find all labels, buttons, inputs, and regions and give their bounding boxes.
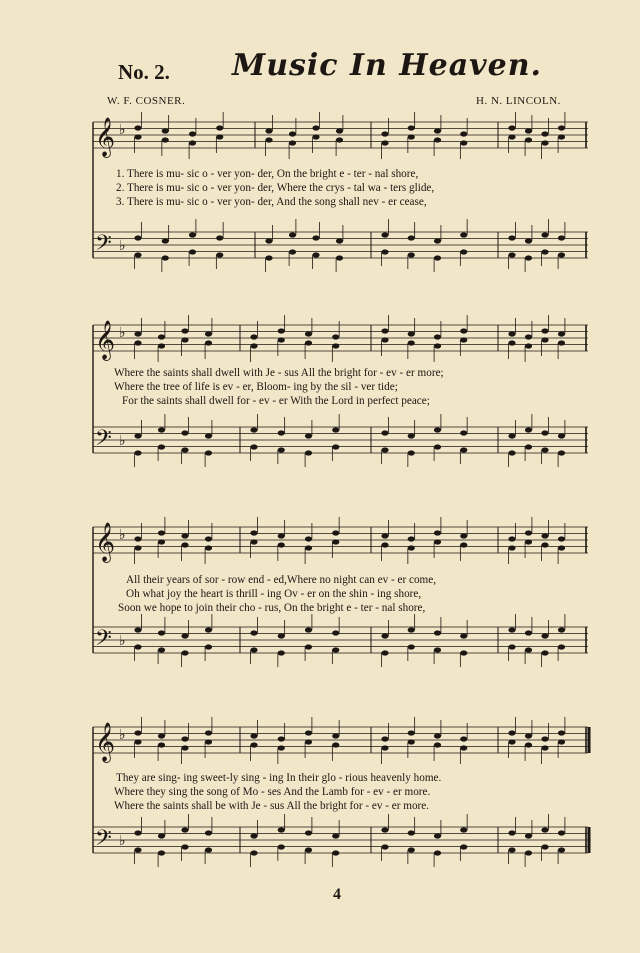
- note-head: [558, 847, 565, 852]
- treble-clef-icon: 𝄞: [95, 522, 116, 562]
- note-head: [278, 337, 285, 342]
- note-head: [434, 733, 441, 738]
- note-head: [158, 833, 165, 838]
- note-head: [250, 647, 257, 652]
- note-head: [134, 252, 141, 257]
- note-head: [205, 331, 212, 336]
- note-head: [134, 134, 141, 139]
- note-head: [216, 134, 223, 139]
- note-head: [134, 627, 141, 632]
- note-head: [525, 334, 532, 339]
- note-head: [508, 235, 515, 240]
- note-head: [278, 736, 285, 741]
- note-head: [181, 736, 188, 741]
- note-head: [460, 131, 467, 136]
- note-head: [434, 742, 441, 747]
- flat-icon: ♭: [119, 433, 126, 449]
- music-system-3: [88, 515, 598, 685]
- note-head: [332, 647, 339, 652]
- note-head: [158, 733, 165, 738]
- note-head: [181, 328, 188, 333]
- note-head: [205, 545, 212, 550]
- note-head: [381, 745, 388, 750]
- note-head: [278, 328, 285, 333]
- note-head: [508, 739, 515, 744]
- note-head: [134, 433, 141, 438]
- lyric-line: All their years of sor - row end - ed,Where no night can ev - er come,: [126, 574, 437, 586]
- note-head: [250, 530, 257, 535]
- note-head: [408, 739, 415, 744]
- note-head: [381, 232, 388, 237]
- note-head: [278, 542, 285, 547]
- note-head: [305, 545, 312, 550]
- note-head: [305, 340, 312, 345]
- note-head: [305, 450, 312, 455]
- note-head: [312, 252, 319, 257]
- note-head: [181, 533, 188, 538]
- note-head: [278, 650, 285, 655]
- note-head: [162, 137, 169, 142]
- note-head: [265, 238, 272, 243]
- note-head: [541, 140, 548, 145]
- flat-icon: ♭: [119, 325, 126, 341]
- note-head: [134, 536, 141, 541]
- note-head: [558, 340, 565, 345]
- note-head: [289, 131, 296, 136]
- note-head: [162, 238, 169, 243]
- note-head: [408, 433, 415, 438]
- note-head: [508, 644, 515, 649]
- note-head: [434, 630, 441, 635]
- note-head: [205, 847, 212, 852]
- note-head: [558, 545, 565, 550]
- note-head: [541, 736, 548, 741]
- note-head: [336, 255, 343, 260]
- note-head: [332, 539, 339, 544]
- note-head: [541, 844, 548, 849]
- note-head: [408, 331, 415, 336]
- note-head: [558, 252, 565, 257]
- note-head: [181, 844, 188, 849]
- note-head: [434, 255, 441, 260]
- note-head: [508, 830, 515, 835]
- note-head: [381, 533, 388, 538]
- note-head: [525, 444, 532, 449]
- treble-clef-icon: 𝄞: [95, 117, 116, 157]
- note-head: [205, 730, 212, 735]
- note-head: [541, 633, 548, 638]
- note-head: [408, 627, 415, 632]
- note-head: [305, 433, 312, 438]
- note-head: [460, 745, 467, 750]
- note-head: [332, 444, 339, 449]
- note-head: [305, 627, 312, 632]
- note-head: [525, 742, 532, 747]
- note-head: [278, 827, 285, 832]
- lyric-line: 1. There is mu- sic o - ver yon- der, On the bright e - ter - nal shore,: [116, 168, 419, 180]
- note-head: [278, 533, 285, 538]
- note-head: [278, 447, 285, 452]
- note-head: [312, 134, 319, 139]
- note-head: [381, 633, 388, 638]
- note-head: [332, 630, 339, 635]
- note-head: [508, 450, 515, 455]
- note-head: [381, 249, 388, 254]
- note-head: [205, 627, 212, 632]
- note-head: [408, 252, 415, 257]
- note-head: [525, 530, 532, 535]
- note-head: [312, 235, 319, 240]
- note-head: [289, 249, 296, 254]
- note-head: [134, 730, 141, 735]
- note-head: [134, 331, 141, 336]
- note-head: [558, 730, 565, 735]
- note-head: [134, 235, 141, 240]
- note-head: [541, 232, 548, 237]
- note-head: [381, 328, 388, 333]
- note-head: [434, 530, 441, 535]
- note-head: [460, 249, 467, 254]
- note-head: [381, 447, 388, 452]
- note-head: [558, 739, 565, 744]
- note-head: [460, 827, 467, 832]
- note-head: [265, 255, 272, 260]
- note-head: [558, 125, 565, 130]
- flat-icon: ♭: [119, 633, 126, 649]
- composer-credit: W. F. COSNER.: [107, 95, 186, 107]
- note-head: [508, 331, 515, 336]
- note-head: [162, 128, 169, 133]
- note-head: [541, 430, 548, 435]
- note-head: [381, 736, 388, 741]
- note-head: [250, 742, 257, 747]
- note-head: [408, 847, 415, 852]
- note-head: [408, 125, 415, 130]
- note-head: [508, 125, 515, 130]
- note-head: [278, 430, 285, 435]
- note-head: [508, 134, 515, 139]
- note-head: [460, 232, 467, 237]
- note-head: [312, 125, 319, 130]
- lyric-line: Soon we hope to join their cho - rus, On the bright e - ter - nal shore,: [118, 602, 426, 614]
- note-head: [508, 545, 515, 550]
- note-head: [181, 337, 188, 342]
- note-head: [558, 644, 565, 649]
- note-head: [289, 140, 296, 145]
- hymn-title: Music In Heaven.: [232, 48, 542, 83]
- note-head: [158, 444, 165, 449]
- note-head: [216, 252, 223, 257]
- note-head: [558, 331, 565, 336]
- note-head: [525, 238, 532, 243]
- lyric-line: For the saints shall dwell for - ev - er With the Lord in perfect peace;: [122, 395, 430, 407]
- note-head: [508, 627, 515, 632]
- note-head: [336, 137, 343, 142]
- note-head: [250, 539, 257, 544]
- note-head: [408, 134, 415, 139]
- note-head: [189, 232, 196, 237]
- note-head: [205, 739, 212, 744]
- note-head: [434, 444, 441, 449]
- note-head: [265, 128, 272, 133]
- note-head: [460, 542, 467, 547]
- lyric-line: Where the saints shall dwell with Je - sus All the bright for - ev - er more;: [114, 367, 444, 379]
- note-head: [336, 238, 343, 243]
- music-system-4: [88, 715, 598, 885]
- note-head: [158, 343, 165, 348]
- note-head: [460, 337, 467, 342]
- note-head: [336, 128, 343, 133]
- note-head: [408, 340, 415, 345]
- flat-icon: ♭: [119, 527, 126, 543]
- note-head: [216, 125, 223, 130]
- note-head: [558, 830, 565, 835]
- note-head: [181, 827, 188, 832]
- note-head: [158, 539, 165, 544]
- lyric-line: Where they sing the song of Mo - ses And the Lamb for - ev - er more.: [114, 786, 431, 798]
- note-head: [434, 343, 441, 348]
- note-head: [305, 536, 312, 541]
- note-head: [134, 125, 141, 130]
- note-head: [158, 630, 165, 635]
- note-head: [508, 433, 515, 438]
- note-head: [460, 533, 467, 538]
- note-head: [525, 343, 532, 348]
- note-head: [541, 827, 548, 832]
- note-head: [434, 647, 441, 652]
- page-number: 4: [333, 886, 341, 903]
- note-head: [205, 536, 212, 541]
- treble-clef-icon: 𝄞: [95, 320, 116, 360]
- note-head: [332, 334, 339, 339]
- note-head: [134, 450, 141, 455]
- note-head: [460, 140, 467, 145]
- lyric-line: They are sing- ing sweet-ly sing - ing In their glo - rious heavenly home.: [116, 772, 442, 784]
- note-head: [189, 131, 196, 136]
- note-head: [434, 334, 441, 339]
- note-head: [158, 530, 165, 535]
- lyric-line: Where the tree of life is ev - er, Bloom- ing by the sil - ver tide;: [114, 381, 398, 393]
- note-head: [558, 450, 565, 455]
- note-head: [381, 650, 388, 655]
- bass-clef-icon: 𝄢: [95, 231, 112, 261]
- note-head: [381, 827, 388, 832]
- note-head: [434, 833, 441, 838]
- note-head: [408, 536, 415, 541]
- note-head: [381, 140, 388, 145]
- note-head: [265, 137, 272, 142]
- note-head: [289, 232, 296, 237]
- note-head: [408, 235, 415, 240]
- note-head: [525, 733, 532, 738]
- note-head: [525, 833, 532, 838]
- flat-icon: ♭: [119, 238, 126, 254]
- bass-clef-icon: 𝄢: [95, 626, 112, 656]
- note-head: [525, 128, 532, 133]
- note-head: [189, 140, 196, 145]
- flat-icon: ♭: [119, 727, 126, 743]
- note-head: [205, 450, 212, 455]
- flat-icon: ♭: [119, 122, 126, 138]
- note-head: [508, 252, 515, 257]
- note-head: [332, 833, 339, 838]
- note-head: [305, 730, 312, 735]
- note-head: [250, 630, 257, 635]
- note-head: [525, 137, 532, 142]
- note-head: [162, 255, 169, 260]
- note-head: [460, 650, 467, 655]
- note-head: [205, 340, 212, 345]
- note-head: [205, 644, 212, 649]
- note-head: [158, 850, 165, 855]
- note-head: [460, 328, 467, 333]
- note-head: [278, 633, 285, 638]
- note-head: [181, 430, 188, 435]
- note-head: [408, 644, 415, 649]
- note-head: [332, 530, 339, 535]
- note-head: [134, 739, 141, 744]
- music-system-1: [88, 110, 598, 280]
- note-head: [541, 131, 548, 136]
- note-head: [332, 850, 339, 855]
- note-head: [250, 833, 257, 838]
- note-head: [250, 444, 257, 449]
- note-head: [332, 733, 339, 738]
- note-head: [525, 255, 532, 260]
- note-head: [250, 733, 257, 738]
- note-head: [250, 850, 257, 855]
- note-head: [460, 844, 467, 849]
- note-head: [408, 450, 415, 455]
- flat-icon: ♭: [119, 833, 126, 849]
- note-head: [434, 850, 441, 855]
- note-head: [408, 545, 415, 550]
- note-head: [508, 340, 515, 345]
- note-head: [381, 542, 388, 547]
- note-head: [525, 427, 532, 432]
- lyric-line: 3. There is mu- sic o - ver yon- der, And the song shall nev - er cease,: [116, 196, 427, 208]
- note-head: [181, 447, 188, 452]
- note-head: [250, 334, 257, 339]
- treble-clef-icon: 𝄞: [95, 722, 116, 762]
- note-head: [305, 739, 312, 744]
- note-head: [525, 647, 532, 652]
- note-head: [525, 539, 532, 544]
- lyric-line: 2. There is mu- sic o - ver yon- der, Where the crys - tal wa - ters glide,: [116, 182, 435, 194]
- note-head: [434, 137, 441, 142]
- note-head: [541, 249, 548, 254]
- note-head: [434, 539, 441, 544]
- note-head: [134, 340, 141, 345]
- note-head: [181, 542, 188, 547]
- note-head: [460, 736, 467, 741]
- note-head: [434, 128, 441, 133]
- note-head: [558, 536, 565, 541]
- note-head: [189, 249, 196, 254]
- note-head: [541, 650, 548, 655]
- note-head: [460, 447, 467, 452]
- note-head: [508, 847, 515, 852]
- note-head: [381, 430, 388, 435]
- note-head: [278, 745, 285, 750]
- note-head: [305, 830, 312, 835]
- note-head: [460, 430, 467, 435]
- lyric-line: Where the saints shall be with Je - sus All the bright for - ev - er more.: [114, 800, 430, 812]
- note-head: [558, 235, 565, 240]
- note-head: [134, 545, 141, 550]
- note-head: [158, 647, 165, 652]
- note-head: [158, 427, 165, 432]
- note-head: [525, 630, 532, 635]
- note-head: [381, 844, 388, 849]
- note-head: [434, 238, 441, 243]
- note-head: [250, 343, 257, 348]
- note-head: [541, 328, 548, 333]
- note-head: [332, 343, 339, 348]
- note-head: [181, 745, 188, 750]
- note-head: [558, 627, 565, 632]
- note-head: [332, 427, 339, 432]
- note-head: [181, 650, 188, 655]
- note-head: [508, 536, 515, 541]
- note-head: [541, 533, 548, 538]
- note-head: [558, 433, 565, 438]
- note-head: [408, 830, 415, 835]
- note-head: [558, 134, 565, 139]
- note-head: [250, 427, 257, 432]
- note-head: [460, 633, 467, 638]
- note-head: [158, 742, 165, 747]
- note-head: [541, 745, 548, 750]
- note-head: [541, 337, 548, 342]
- note-head: [216, 235, 223, 240]
- music-system-2: [88, 315, 598, 485]
- note-head: [381, 131, 388, 136]
- bass-clef-icon: 𝄢: [95, 826, 112, 856]
- note-head: [181, 633, 188, 638]
- note-head: [541, 542, 548, 547]
- note-head: [158, 334, 165, 339]
- note-head: [305, 847, 312, 852]
- bass-clef-icon: 𝄢: [95, 426, 112, 456]
- author-credit: H. N. LINCOLN.: [476, 95, 561, 107]
- hymn-number: No. 2.: [118, 60, 170, 84]
- note-head: [205, 433, 212, 438]
- note-head: [134, 644, 141, 649]
- note-head: [305, 644, 312, 649]
- note-head: [332, 742, 339, 747]
- note-head: [525, 850, 532, 855]
- lyric-line: Oh what joy the heart is thrill - ing Ov - er on the shin - ing shore,: [126, 588, 422, 600]
- note-head: [205, 830, 212, 835]
- note-head: [381, 337, 388, 342]
- note-head: [134, 847, 141, 852]
- note-head: [134, 830, 141, 835]
- note-head: [408, 730, 415, 735]
- note-head: [278, 844, 285, 849]
- note-head: [434, 427, 441, 432]
- note-head: [305, 331, 312, 336]
- note-head: [541, 447, 548, 452]
- note-head: [508, 730, 515, 735]
